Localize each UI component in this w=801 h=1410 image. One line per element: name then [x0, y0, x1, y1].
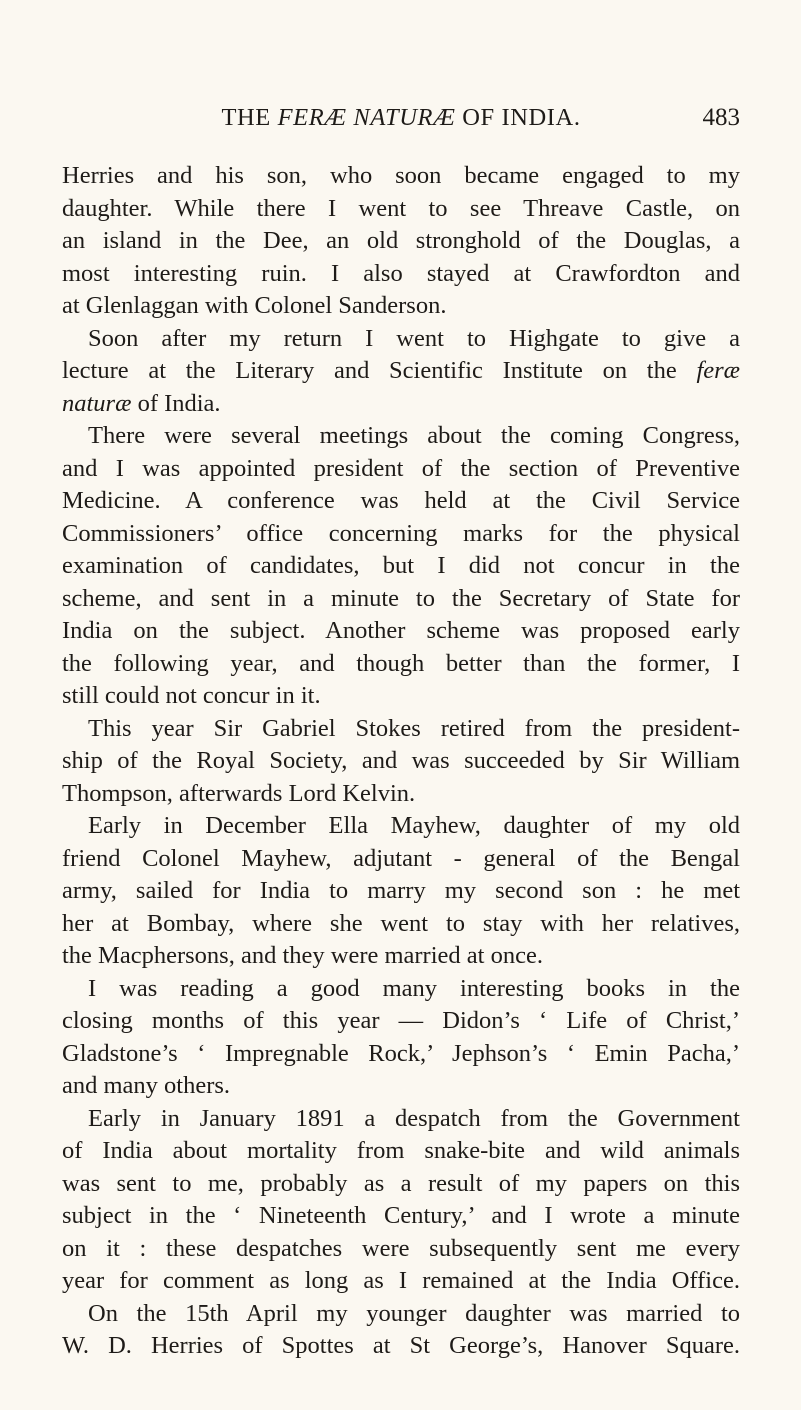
line-text: army, sailed for India to marry my second son : he met — [62, 877, 740, 904]
text-line — [62, 420, 740, 453]
line-text: On the 15th April my younger daughter was married to — [88, 1299, 740, 1327]
line-text: Commissioners’ office concerning marks for the physical — [62, 519, 740, 547]
title-italic: FERÆ NATURÆ — [277, 104, 456, 131]
text-line — [62, 193, 740, 226]
text-line — [62, 518, 740, 551]
text-line — [62, 908, 740, 941]
text-line — [62, 745, 740, 778]
running-head — [62, 104, 740, 144]
line-text: Thompson, afterwards Lord Kelvin. — [62, 779, 416, 807]
text-line — [62, 940, 740, 973]
text-line — [62, 680, 740, 713]
line-text: subject in the ‘ Nineteenth Century,’ and I wrote a minute — [62, 1202, 740, 1229]
text-line — [62, 583, 740, 616]
line-text: examination of candidates, but I did not concur in the — [62, 552, 740, 579]
text-line — [62, 290, 740, 323]
title-suffix: OF INDIA. — [455, 104, 581, 131]
text-line — [62, 1070, 740, 1103]
line-text: of India. — [131, 389, 221, 417]
text-line — [62, 1200, 740, 1233]
line-text: India on the subject. Another scheme was proposed early — [62, 617, 740, 644]
line-text: the Macphersons, and they were married at once. — [62, 942, 543, 969]
text-line — [62, 160, 740, 193]
text-line — [62, 225, 740, 258]
text-line — [62, 323, 740, 356]
text-line — [62, 1265, 740, 1298]
line-text: closing months of this year — Didon’s ‘ Life of Christ,’ — [62, 1007, 740, 1034]
line-text: an island in the Dee, an old stronghold of the Douglas, a — [62, 227, 740, 254]
line-text: Soon after my return I went to Highgate to give a — [88, 324, 740, 352]
line-text: Herries and his son, who soon became engaged to my — [62, 162, 740, 189]
line-text: on it : these despatches were subsequently sent me every — [62, 1234, 740, 1262]
line-text: Medicine. A conference was held at the Civil Service — [62, 487, 740, 514]
text-line — [62, 810, 740, 843]
title-prefix: THE — [221, 104, 278, 131]
text-line — [62, 648, 740, 681]
line-text: daughter. While there I went to see Threave Castle, on — [62, 194, 740, 222]
page-number: 483 — [702, 104, 740, 131]
line-text: most interesting ruin. I also stayed at Crawfordton and — [62, 259, 740, 287]
italic-phrase: naturæ — [62, 389, 132, 417]
text-line — [62, 355, 740, 388]
line-text: was sent to me, probably as a result of my papers on this — [62, 1169, 740, 1197]
text-line — [62, 485, 740, 518]
line-text: and many others. — [62, 1072, 231, 1099]
line-text: her at Bombay, where she went to stay with her relatives, — [62, 909, 740, 937]
text-line — [62, 1330, 740, 1363]
text-line — [62, 843, 740, 876]
running-title — [62, 104, 740, 132]
text-line — [62, 1298, 740, 1331]
line-text: There were several meetings about the coming Congress, — [88, 422, 740, 449]
line-text: Early in January 1891 a despatch from the Government — [88, 1104, 740, 1132]
text-line — [62, 778, 740, 811]
line-text: and I was appointed president of the section of Preventive — [62, 454, 740, 482]
line-text: W. D. Herries of Spottes at St George’s, Hanover Square. — [62, 1332, 740, 1359]
line-text: friend Colonel Mayhew, adjutant - general of the Bengal — [62, 844, 740, 872]
line-text: of India about mortality from snake-bite and wild animals — [62, 1137, 740, 1164]
line-text: I was reading a good many interesting books in the — [88, 974, 740, 1002]
line-text: Gladstone’s ‘ Impregnable Rock,’ Jephson’s ‘ Emin Pacha,’ — [62, 1039, 740, 1067]
text-line — [62, 615, 740, 648]
text-line — [62, 1135, 740, 1168]
text-line — [62, 453, 740, 486]
line-text: This year Sir Gabriel Stokes retired from the president- — [88, 714, 740, 742]
text-line — [62, 1005, 740, 1038]
line-text: scheme, and sent in a minute to the Secretary of State for — [62, 584, 740, 612]
text-line — [62, 550, 740, 583]
line-text: still could not concur in it. — [62, 682, 321, 709]
line-text: lecture at the Literary and Scientific Institute on the — [62, 357, 697, 384]
line-text: Early in December Ella Mayhew, daughter of my old — [88, 812, 740, 839]
text-line — [62, 388, 740, 421]
body-text — [62, 160, 740, 1363]
text-line — [62, 1233, 740, 1266]
text-line — [62, 1103, 740, 1136]
line-text: ship of the Royal Society, and was succeeded by Sir William — [62, 747, 740, 774]
text-line — [62, 1038, 740, 1071]
line-text: year for comment as long as I remained at the India Office. — [62, 1267, 740, 1294]
line-text: the following year, and though better than the former, I — [62, 649, 740, 677]
text-line — [62, 875, 740, 908]
italic-phrase: feræ — [696, 357, 740, 384]
line-text: at Glenlaggan with Colonel Sanderson. — [62, 292, 447, 319]
text-line — [62, 973, 740, 1006]
text-line — [62, 258, 740, 291]
text-line — [62, 713, 740, 746]
text-line — [62, 1168, 740, 1201]
